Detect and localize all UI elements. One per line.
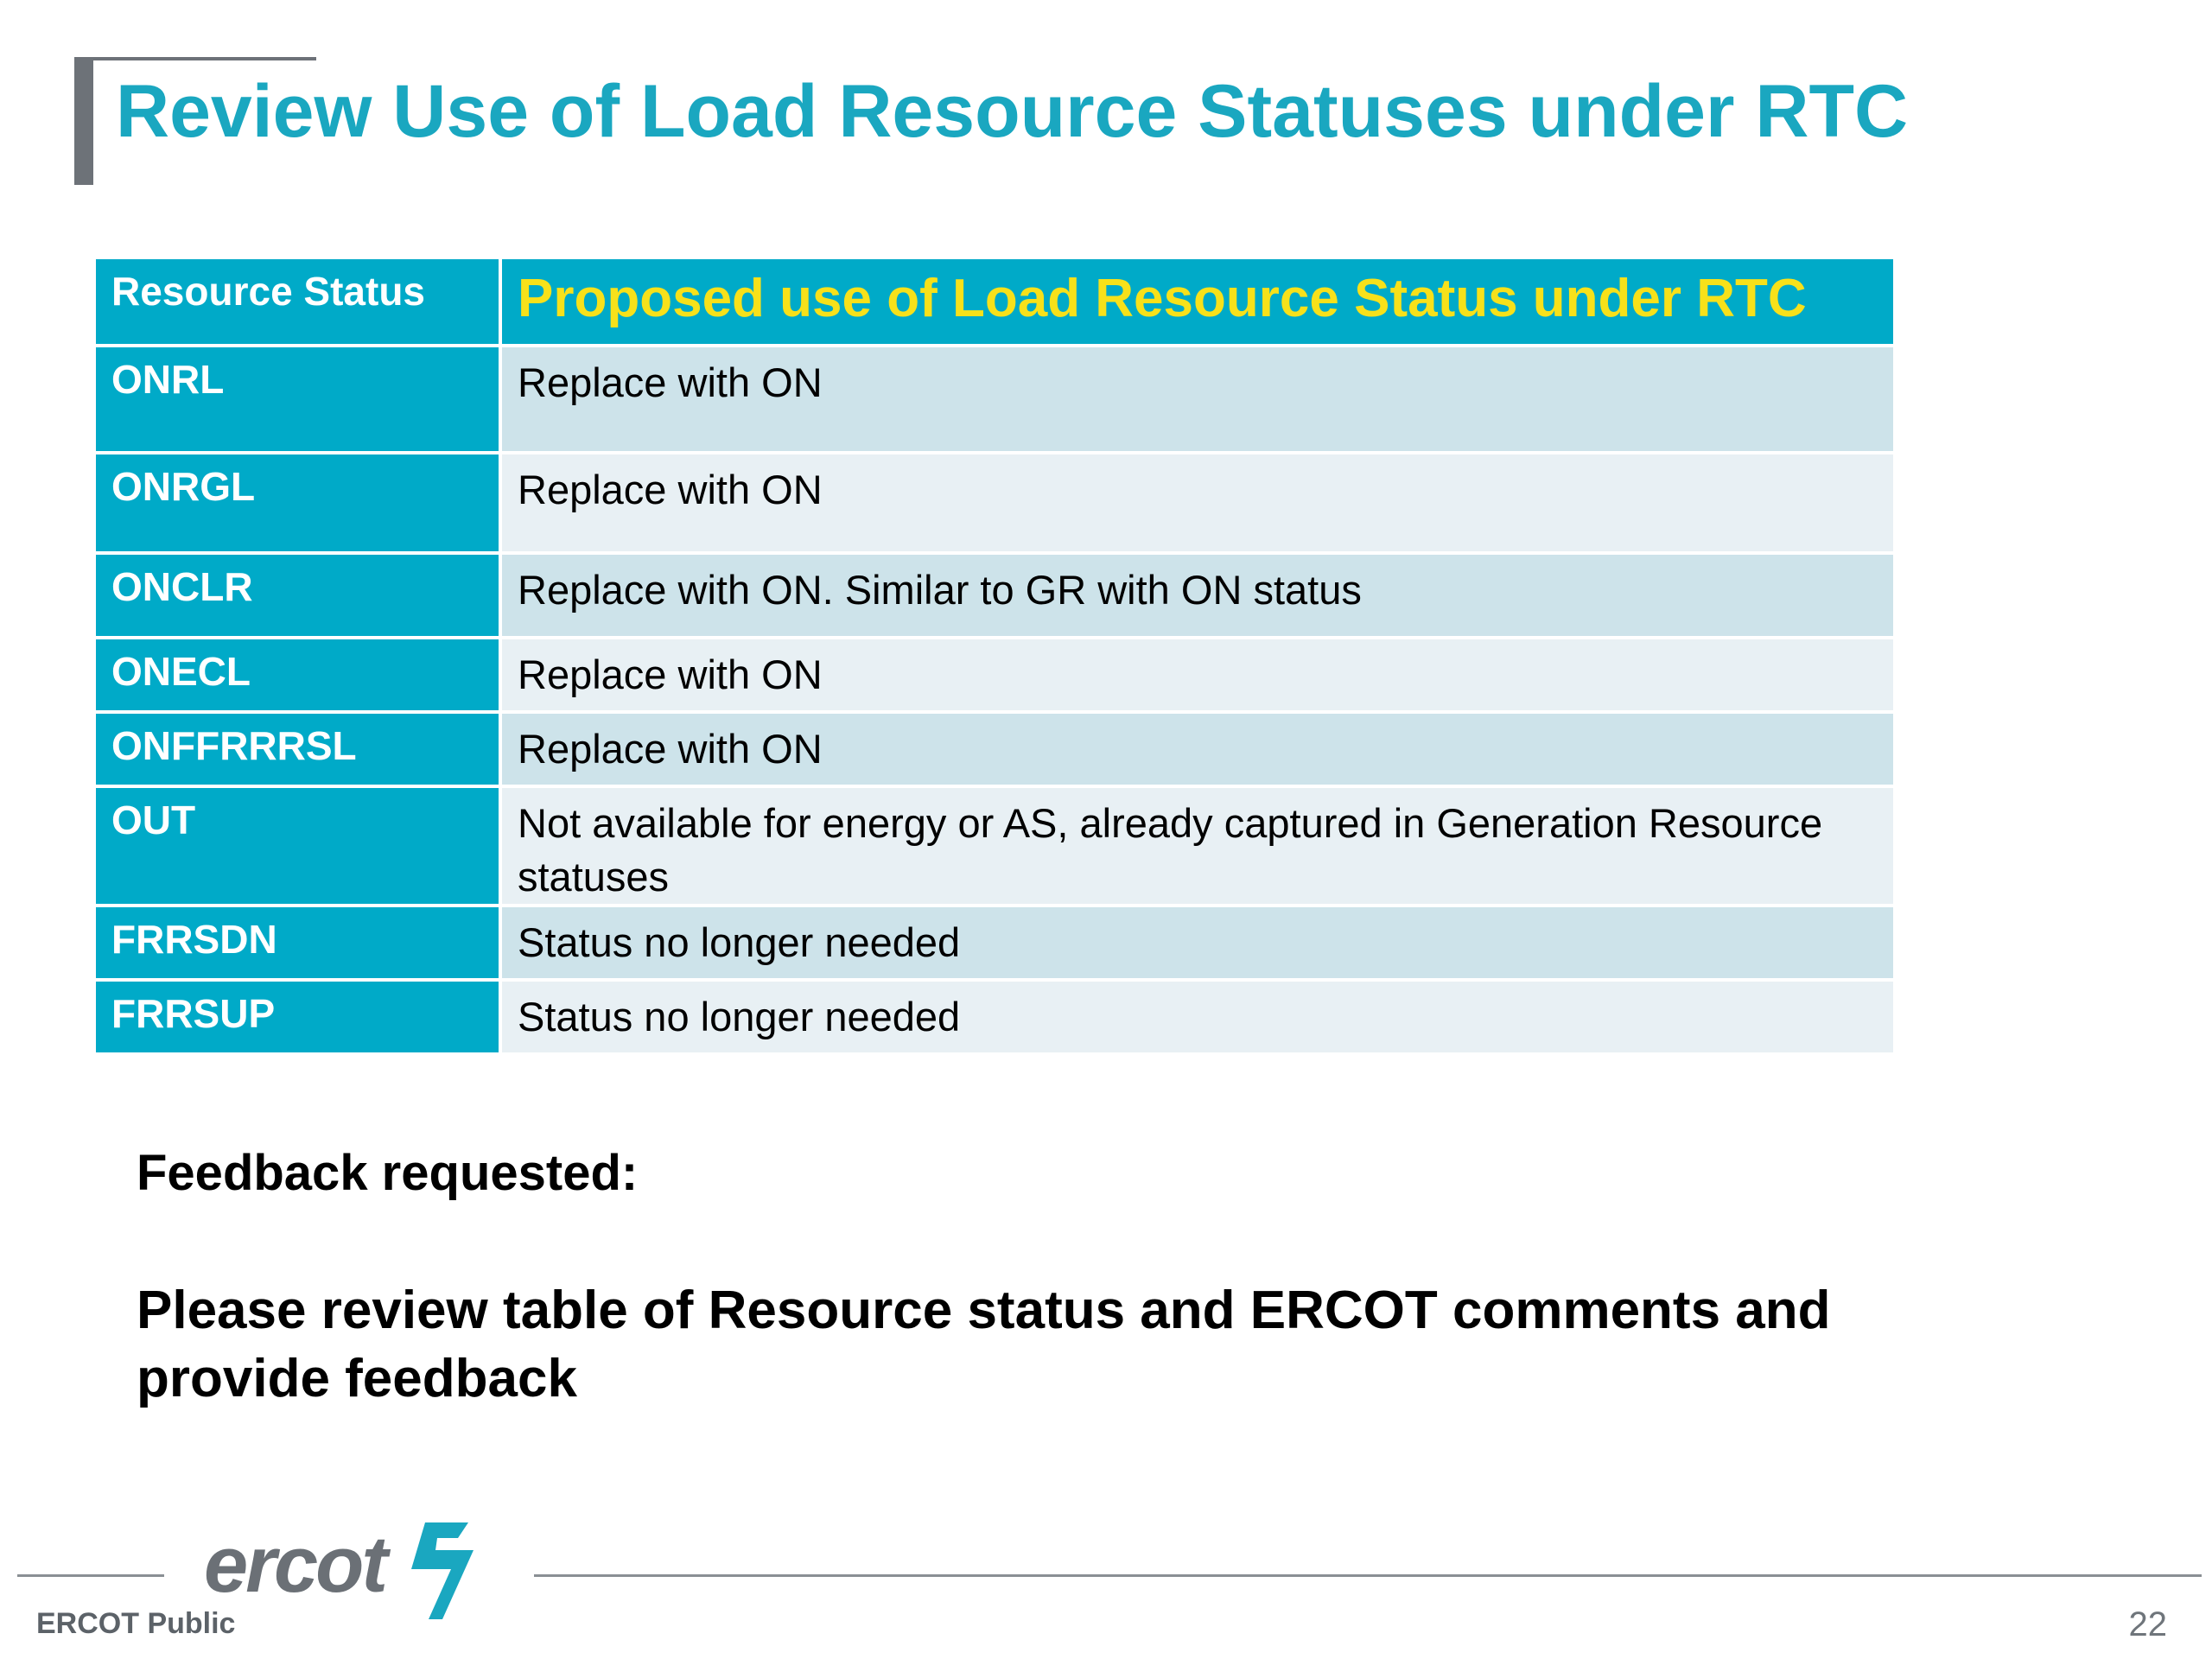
ercot-logo-text: ercot <box>204 1521 385 1609</box>
status-proposal: Not available for energy or AS, already captured in Generation Resource statuses <box>500 786 1895 906</box>
status-code: ONFFRRRSL <box>94 712 500 786</box>
table-row <box>94 786 1895 906</box>
header-resource-status: Resource Status <box>94 257 500 346</box>
status-code: FRRSDN <box>94 906 500 980</box>
header-proposed-use: Proposed use of Load Resource Status under RTC <box>500 257 1895 346</box>
slide-title: Review Use of Load Resource Statuses under RTC <box>116 70 1909 153</box>
table-row <box>94 906 1895 980</box>
status-proposal: Replace with ON <box>500 453 1895 553</box>
footer-classification: ERCOT Public <box>36 1607 236 1640</box>
ercot-logo <box>199 1512 501 1633</box>
status-code: FRRSUP <box>94 980 500 1054</box>
status-proposal: Status no longer needed <box>500 980 1895 1054</box>
status-proposal: Replace with ON. Similar to GR with ON status <box>500 553 1895 638</box>
table-row <box>94 453 1895 553</box>
table-row <box>94 346 1895 453</box>
status-code: ONRL <box>94 346 500 453</box>
page-number: 22 <box>2128 1605 2167 1643</box>
feedback-body: Please review table of Resource status and ERCOT comments and provide feedback <box>137 1281 1831 1408</box>
status-code: ONECL <box>94 638 500 712</box>
footer-divider-right <box>534 1574 2202 1577</box>
table-header-row <box>94 257 1895 346</box>
table-row <box>94 712 1895 786</box>
status-proposal: Replace with ON <box>500 638 1895 712</box>
table-row <box>94 638 1895 712</box>
title-accent-bar-vertical <box>74 57 93 185</box>
status-code: ONCLR <box>94 553 500 638</box>
footer-divider-left <box>17 1574 164 1577</box>
status-proposal: Replace with ON <box>500 346 1895 453</box>
table-row <box>94 553 1895 638</box>
status-proposal: Status no longer needed <box>500 906 1895 980</box>
status-code: OUT <box>94 786 500 906</box>
status-proposal: Replace with ON <box>500 712 1895 786</box>
resource-status-table <box>92 256 1897 1056</box>
feedback-heading: Feedback requested: <box>137 1145 639 1201</box>
table-row <box>94 980 1895 1054</box>
lightning-icon <box>411 1522 474 1619</box>
title-accent-bar <box>74 57 316 60</box>
status-code: ONRGL <box>94 453 500 553</box>
